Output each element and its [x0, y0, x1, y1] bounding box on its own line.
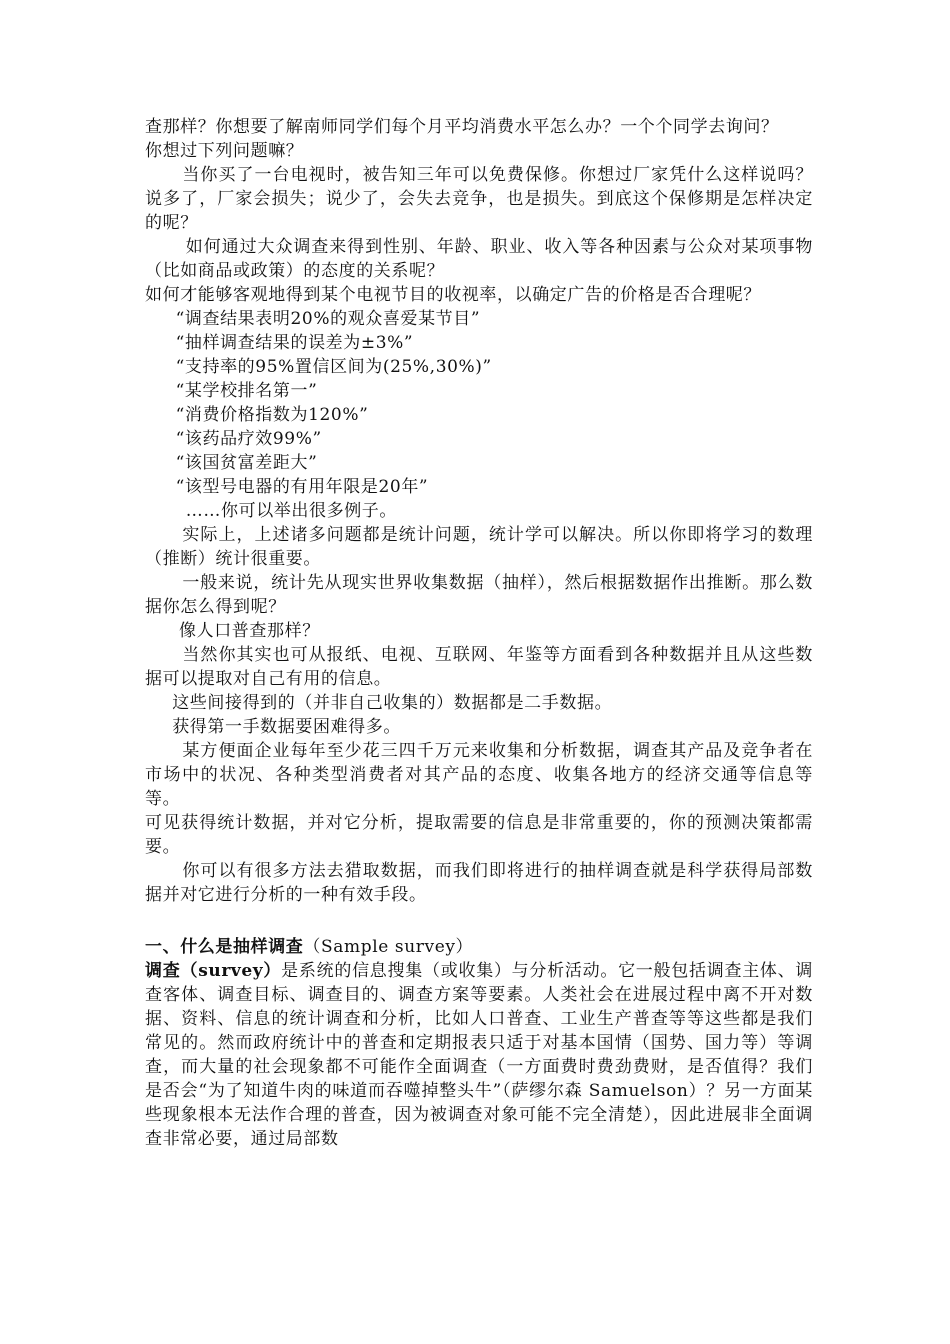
quote-line: “某学校排名第一”: [175, 381, 318, 401]
quote-line: “该国贫富差距大”: [175, 453, 318, 473]
paragraph: 获得第一手数据要困难得多。: [172, 717, 401, 737]
quote-line: “支持率的95%置信区间为(25%,30%)”: [175, 357, 492, 377]
quote-line: “调查结果表明20%的观众喜爱某节目”: [175, 309, 481, 329]
paragraph: 查那样？你想要了解南师同学们每个月平均消费水平怎么办？一个个同学去询问？: [145, 117, 779, 137]
section-title: 一、什么是抽样调查: [145, 937, 304, 957]
paragraph: 当你买了一台电视时，被告知三年可以免费保修。你想过厂家凭什么这样说吗？说多了，厂家会损失；说少了，会失去竞争，也是损失。到底这个保修期是怎样决定的呢？: [145, 165, 813, 233]
paragraph: 你想过下列问题嘛？: [145, 141, 304, 161]
section-body-text: 是系统的信息搜集（或收集）与分析活动。它一般包括调查主体、调查客体、调查目标、调查目的、调查方案等要素。人类社会在进展过程中离不开对数据、资料、信息的统计调查和分析，比如人口普查、工业生产普查等等这些都是我们常见的。然而政府统计中的普查和定期报表只适于对基本国情（国势、国力等）等调查，而大量的社会现象都不可能作全面调查（一方面费时费劲费财，是否值得？我们是否会“为了知道牛肉的味道而吞噬掉整头牛”（萨缪尔森 Samuelson）？另一方面某些现象根本无法作合理的普查，因为被调查对象可能不完全清楚），因此进展非全面调查非常必要，通过局部数: [145, 961, 814, 1149]
document-page: [145, 115, 813, 1151]
section-body: [145, 959, 813, 1151]
quote-line: “该型号电器的有用年限是20年”: [175, 477, 429, 497]
term-survey: 调查（survey）: [145, 961, 282, 981]
quote-line: “消费价格指数为120%”: [175, 405, 369, 425]
paragraph: 如何才能够客观地得到某个电视节目的收视率，以确定广告的价格是否合理呢？: [145, 285, 761, 305]
paragraph: 你可以有很多方法去猎取数据，而我们即将进行的抽样调查就是科学获得局部数据并对它进行分析的一种有效手段。: [145, 861, 813, 905]
section-title-en: （Sample survey）: [303, 937, 474, 957]
paragraph: 可见获得统计数据，并对它分析，提取需要的信息是非常重要的，你的预测决策都需要。: [145, 813, 813, 857]
paragraph: ……你可以举出很多例子。: [185, 501, 397, 521]
paragraph: 一般来说，统计先从现实世界收集数据（抽样），然后根据数据作出推断。那么数据你怎么得到呢？: [145, 573, 813, 617]
paragraph: 当然你其实也可从报纸、电视、互联网、年鉴等方面看到各种数据并且从这些数据可以提取对自己有用的信息。: [145, 645, 813, 689]
paragraph: 像人口普查那样？: [179, 621, 320, 641]
paragraph: 实际上，上述诸多问题都是统计问题，统计学可以解决。所以你即将学习的数理（推断）统计很重要。: [145, 525, 813, 569]
section-spacer: [145, 907, 813, 935]
paragraph: 这些间接得到的（并非自己收集的）数据都是二手数据。: [172, 693, 613, 713]
quote-line: “该药品疗效99%”: [175, 429, 322, 449]
section-heading: [145, 935, 813, 959]
quote-line: “抽样调查结果的误差为±3%”: [175, 333, 414, 353]
paragraph: 如何通过大众调查来得到性别、年龄、职业、收入等各种因素与公众对某项事物（比如商品或政策）的态度的关系呢？: [145, 237, 813, 281]
paragraph: 某方便面企业每年至少花三四千万元来收集和分析数据，调查其产品及竞争者在市场中的状况、各种类型消费者对其产品的态度、收集各地方的经济交通等信息等等。: [145, 741, 813, 809]
